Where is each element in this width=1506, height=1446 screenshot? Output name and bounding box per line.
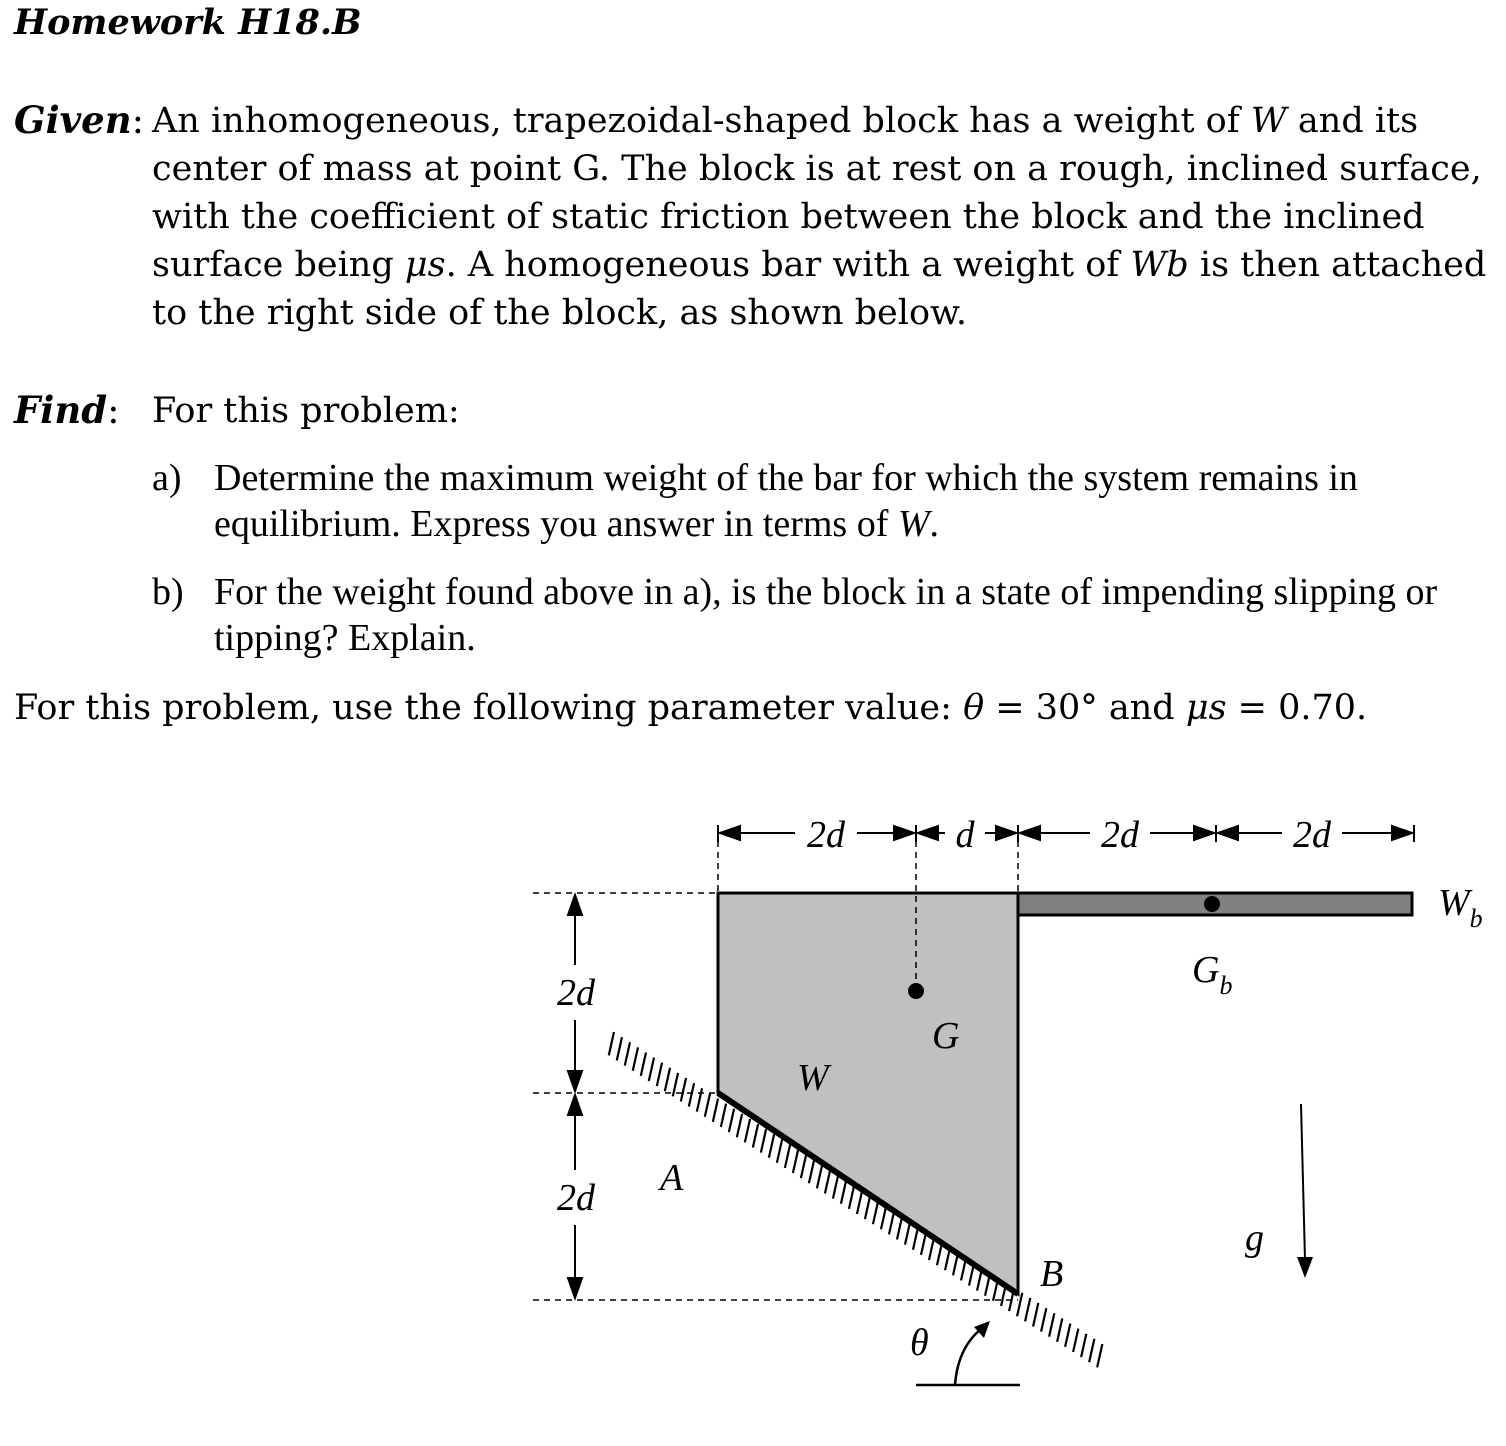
dim-top-1: 2d <box>807 814 845 856</box>
item-marker: a) <box>152 457 182 499</box>
label-w: W <box>797 1057 829 1099</box>
left-dimension-arrows <box>568 895 582 1298</box>
block-center-of-mass <box>908 983 924 999</box>
item-marker: b) <box>152 571 184 613</box>
dim-top-4: 2d <box>1293 814 1331 856</box>
parameter-line: For this problem, use the following parameter value: θ = 30° and μs = 0.70. <box>14 688 1368 728</box>
label-theta: θ <box>910 1322 929 1364</box>
find-intro: For this problem: <box>152 391 460 431</box>
find-item-a: a) Determine the maximum weight of the bar for which the system remains in equilibrium. Express you answer in terms of W. <box>152 457 1358 545</box>
bar-center-of-mass <box>1204 896 1220 912</box>
label-wb: $W_b$ <box>1438 882 1483 933</box>
dim-left-1: 2d <box>557 972 595 1014</box>
label-g-acc: g <box>1245 1217 1264 1259</box>
trapezoid-block <box>718 893 1018 1294</box>
label-g: G <box>932 1015 960 1057</box>
theta-angle <box>916 1321 1020 1385</box>
given-label: Given: <box>14 98 145 142</box>
given-text: An inhomogeneous, trapezoidal-shaped block has a weight of W and its center of mass at point G. The block is at rest on a rough, inclined surface, with the coefficient of static friction between the block and the inclined surface being μs. A homogeneous bar with a weight of Wb is then attached to the right side of the block, as shown below. <box>152 101 1487 333</box>
dim-top-2: d <box>955 814 975 856</box>
label-b: B <box>1040 1253 1064 1295</box>
find-item-b: b) For the weight found above in a), is the block in a state of impending slipping or tipping? Explain. <box>152 571 1438 659</box>
label-a: A <box>660 1157 684 1199</box>
homework-title: Homework H18.B <box>14 2 362 43</box>
label-gb: $G_b$ <box>1192 949 1233 1000</box>
find-label: Find: <box>14 388 120 432</box>
gravity-arrow <box>1297 1104 1313 1278</box>
dim-top-3: 2d <box>1101 814 1139 856</box>
dim-left-2: 2d <box>557 1177 595 1219</box>
